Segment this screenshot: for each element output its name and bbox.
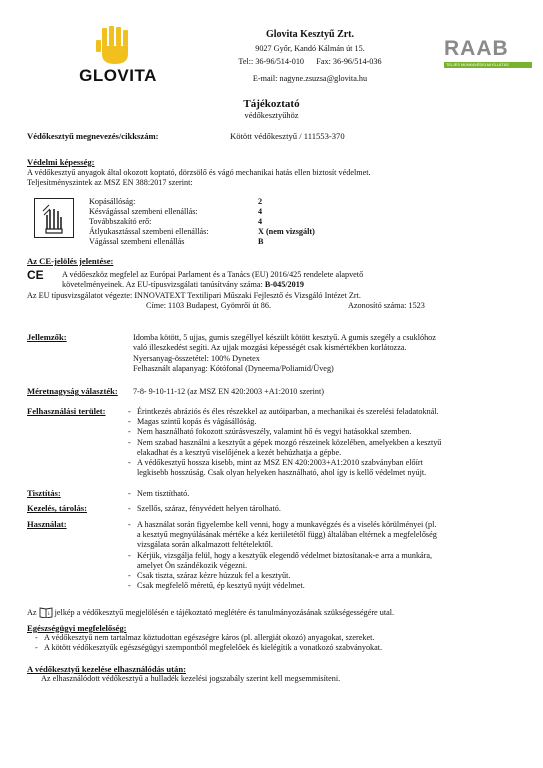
disposal-text: Az elhasználódott védőkesztyű a hulladék kezelési jogszabály szerint kell megsemmisíteni.	[41, 674, 341, 683]
raab-tagline: TELJES MUNKAVÉDELMI ELLÁTÁS	[444, 62, 532, 68]
svg-text:i: i	[47, 611, 50, 617]
ce-line-2	[62, 280, 304, 290]
glove-hazard-icon	[35, 199, 73, 237]
ce-certificate-number: B-045/2019	[264, 280, 304, 289]
cut-value: B	[258, 237, 264, 246]
company-phone: Tel:: 36-96/514-010	[238, 57, 305, 66]
manual-note-prefix: Az	[27, 608, 37, 617]
protection-pictogram	[34, 198, 74, 238]
abrasion-value: 2	[258, 197, 263, 206]
glove-logo-icon	[58, 24, 178, 68]
health-heading: Egészségügyi megfelelőség:	[27, 623, 127, 633]
blade-cut-value: 4	[258, 207, 263, 216]
manual-note-text: jelkép a védőkesztyű megjelölésén e tájékoztató meglétére és tanulmányozásának szükségességére utal.	[54, 608, 395, 617]
puncture-value: X (nem vizsgált)	[258, 227, 315, 236]
disposal-heading: A védőkesztyű kezelése elhasználódás után:	[27, 664, 186, 674]
list-item: - A védőkesztyű hossza kisebb, mint az MSZ EN 420:2003+A1:2010 szabványban előírt legkisebb hosszúság. Csak olyan helyeken használható, ahol így is kellő védelmet nyújt.	[128, 458, 538, 478]
tear-label: Továbbszakító erő:	[89, 217, 152, 226]
company-contacts	[210, 55, 410, 68]
ce-heading: Az CE-jelölés jelentése:	[27, 256, 114, 266]
list-item: - Csak megfelelő méretű, ép kesztyű nyújt védelmet.	[128, 581, 538, 591]
list-item: - A kötött védőkesztyűk egészségügyi szempontból megfelelőek és kielégítik a vonatkozó szabványokat.	[35, 643, 535, 653]
ce-line-1: A védőeszköz megfelel az Európai Parlament és a Tanács (EU) 2016/425 rendelete alapvető	[62, 270, 364, 279]
health-list	[35, 633, 535, 653]
handling-list	[128, 504, 538, 514]
company-name: Glovita Kesztyű Zrt.	[265, 29, 355, 40]
protection-heading: Védelmi képesség:	[27, 157, 95, 167]
list-item: - Magas szintű kopás és vágásállóság.	[128, 417, 538, 427]
list-item: - Csak tiszta, száraz kézre húzzuk fel a kesztyűt.	[128, 571, 538, 581]
book-info-icon	[39, 606, 53, 621]
list-item: - Nem tisztítható.	[128, 489, 538, 499]
use-heading: Használat:	[27, 519, 67, 529]
product-label: Védőkesztyű megnevezés/cikkszám:	[27, 131, 159, 141]
tear-value: 4	[258, 217, 263, 226]
use-list	[128, 520, 538, 591]
list-item: - Nem szabad használni a kesztyűt a gépek mozgó részeinek közelében, amelyekben a kesztyű elakadhat és a kesztyű viselőjének a kezét behúzhatja a gépbe.	[128, 438, 538, 458]
puncture-label: Átlyukasztással szembeni ellenállás:	[89, 227, 209, 236]
ce-mark: CE	[27, 268, 44, 282]
page-subtitle: védőkesztyűhöz	[244, 111, 299, 120]
cut-label: Vágással szembeni ellenállás	[89, 237, 185, 246]
protection-description: A védőkesztyű anyagok által okozott koptató, dörzsölő és vágó mechanikai hatás ellen biztosít védelmet.	[27, 168, 371, 177]
usage-heading: Felhasználási terület:	[27, 406, 106, 416]
features-heading: Jellemzők:	[27, 332, 67, 342]
logo-wordmark: GLOVITA	[79, 66, 157, 85]
features-line-2: való illeszkedést segíti. Az ujjak mozgási képességét csak kismértékben korlátozza.	[133, 343, 407, 352]
abrasion-label: Kopásállóság:	[89, 197, 136, 206]
list-item: - Szellős, száraz, fényvédett helyen tárolható.	[128, 504, 538, 514]
usage-list	[128, 407, 538, 478]
ce-notified-body-id: Azonosító száma: 1523	[348, 301, 425, 310]
cleaning-heading: Tisztítás:	[27, 488, 61, 498]
ce-address: Címe: 1103 Budapest, Gyömrői út 86.	[146, 301, 272, 310]
features-line-1: Idomba kötött, 5 ujjas, gumis szegéllyel készült kötött kesztyű. A gumis szegély a csuklóhoz	[133, 333, 436, 342]
company-address: 9027 Győr, Kandó Kálmán út 15.	[255, 44, 365, 53]
cleaning-list	[128, 489, 538, 499]
raab-logo	[444, 38, 532, 78]
list-item: - A használat során figyelembe kell venni, hogy a munkavégzés és a viselés körülményei (pl. a kesztyű megnyúlásának mértéke a kéz keriiletétől függ) általában eltérnek a megfelelőség vizsgálata során alkalmazott feltételektől.	[128, 520, 538, 551]
company-email: E-mail: nagyne.zsuzsa@glovita.hu	[252, 74, 368, 83]
manual-note	[27, 606, 394, 621]
product-value: Kötött védőkesztyű / 111553-370	[230, 131, 345, 141]
ce-line-3: Az EU típusvizsgálatot végezte: INNOVATEXT Textilipari Műszaki Fejlesztő és Vizsgáló Intézet Zrt.	[27, 291, 361, 300]
raab-wordmark: RAAB	[444, 37, 509, 60]
company-fax: Fax: 36-96/514-036	[316, 57, 382, 66]
list-item: - A védőkesztyű nem tartalmaz köztudottan egészségre káros (pl. allergiát okozó) anyagokat, szereket.	[35, 633, 535, 643]
list-item: - Nem használható fokozott szúrásveszély, valamint hő és vegyi hatásokkal szemben.	[128, 427, 538, 437]
features-base-material: Felhasznált alapanyag: Kótófonal (Dyneema/Poliamid/Üveg)	[133, 364, 334, 373]
glovita-logo	[58, 24, 178, 94]
list-item: - Érintkezés abráziós és éles részekkel az autóiparban, a mechanikai és szerelési feladatoknál.	[128, 407, 538, 417]
blade-cut-label: Késvágással szembeni ellenállás:	[89, 207, 198, 216]
protection-standard: Teljesítményszintek az MSZ EN 388:2017 szerint:	[27, 178, 193, 187]
handling-heading: Kezelés, tárolás:	[27, 503, 87, 513]
ce-line-2-text: követelményeinek. Az EU-típusvizsgálati tanúsítvány száma:	[62, 280, 265, 289]
list-item: - Kérjük, vizsgálja felül, hogy a kesztyűk elegendő védelmet biztosítanak-e arra a munkára, amelyet Ön szándékozik végezni.	[128, 551, 538, 571]
sizes-value: 7-8- 9-10-11-12 (az MSZ EN 420:2003 +A1:2010 szerint)	[133, 387, 324, 396]
page-title: Tájékoztató	[243, 98, 300, 110]
company-info	[210, 28, 410, 85]
sizes-heading: Méretnagyság választék:	[27, 386, 118, 396]
features-material: Nyersanyag-összetétel: 100% Dynetex	[133, 354, 260, 363]
